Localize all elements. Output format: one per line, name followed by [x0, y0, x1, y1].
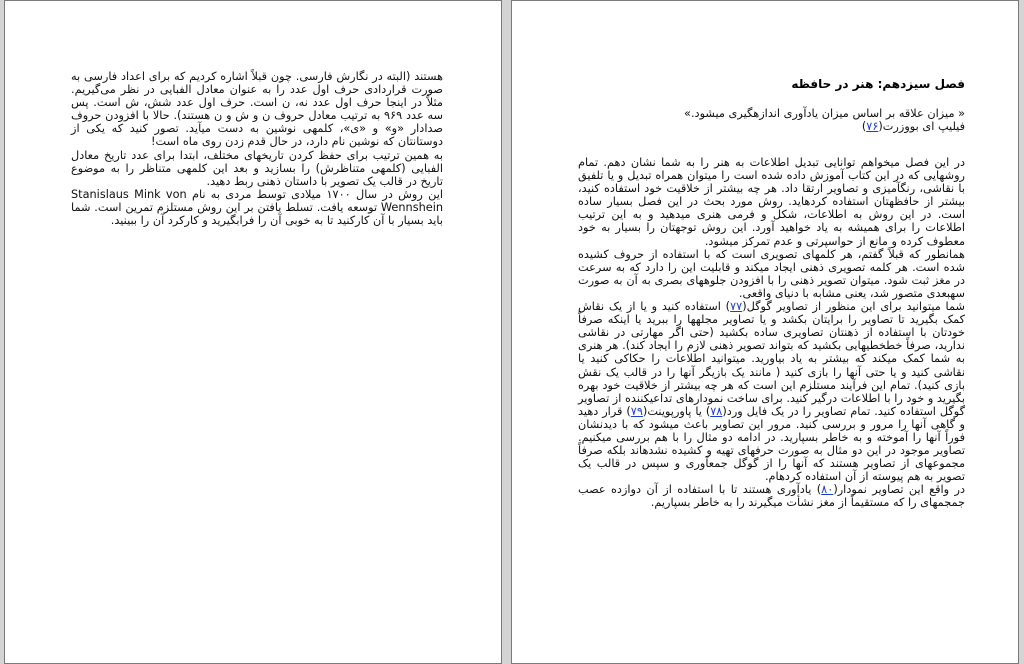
left-page: [4, 0, 502, 664]
left-paragraph-3: این روش در سال ۱۷۰۰ میلادی توسط مردی به نام Stanislaus Mink von Wennshein توسعه یافت. تسلط یافتن بر این روش مستلزم تمرین است. شما باید بسیار با آن کارکنید تا به خوبی آن را فرابگیرید و کارکرد آن را ببینید.: [71, 187, 443, 228]
footnote-ref-78[interactable]: ۷۸: [710, 404, 723, 418]
footnote-ref-76[interactable]: ۷۶: [866, 120, 879, 134]
footnote-ref-80[interactable]: ۸۰: [821, 483, 834, 497]
epigraph-close-paren: ): [861, 120, 867, 134]
right-page: [511, 0, 1019, 664]
right-paragraph-3: [578, 300, 965, 483]
right-page-body: [578, 156, 965, 510]
paragraph-3-part-c: ) یا پاورپوینت(: [642, 404, 711, 418]
chapter-title: فصل سیزدهم: هنر در حافظه: [791, 77, 965, 91]
epigraph-attribution: [578, 120, 965, 133]
left-paragraph-1: هستند (البته در نگارش فارسی. چون قبلاً اشاره کردیم که برای اعداد فارسی به صورت قراردادی حرف اول عدد را به عنوان معادل الفبایی در نظر می‌گیریم. مثلاً در اینجا حرف اول عدد نه، ن است. حرف اول عدد شش، ش است. پس سه عدد ۹۶۹ به ترتیب معادل حروف ن و ش و ن هستند). حالا با افزودن حروف صدادار «و» و «ی»، کلمهی نوشین به دست میآید. تصور کنید که یکی از دوستانتان که نوشین نام دارد، در حال قدم زدن روی ماه است!: [71, 70, 443, 149]
paragraph-3-part-b: ) استفاده کنید و یا از یک نقاش کمک بگیرید تا تصاویر را برایتان بکشد و یا تصاویر مجلهها را ببرید یا اینکه صرفاً خودتان با استفاده از ذهنتان تصاویری ساده بکشید (حتی اگر مهارتی در نقاشی ندارید، صرفاً خطخطیهایی بکشید که بتواند تصویر ذهنی لازم را ایجاد کند). هر هنری به شما کمک میکند که بیشتر به یاد بیاورید. میتوانید اطلاعات را حکاکی کنید یا نقاشی کنید و یا حتی آنها را بازی کنید ( مانند یک بازیگر آنها را در قالب یک نقش بازی کنید). تمام این فرآیند مستلزم این است که هر چه بیشتر از خلاقیت خود بهره بگیرید و خود را با اطلاعات درگیر کنید. برای ساخت نمودارهای تداعیکننده از تصاویر گوگل استفاده کنید. تمام تصاویر را در یک فایل ورد(: [578, 300, 965, 418]
footnote-ref-77[interactable]: ۷۷: [730, 300, 743, 314]
paragraph-4-part-a: در واقع این تصاویر نمودار(: [833, 483, 965, 497]
epigraph-author: فیلیپ ای بووزرت(: [878, 120, 965, 134]
footnote-ref-79[interactable]: ۷۹: [630, 404, 643, 418]
right-paragraph-2: همانطور که قبلاً گفتم، هر کلمهای تصویری است که با استفاده از حروف کشیده شده است. هر کلمه تصویری ذهنی ایجاد میکند و قابلیت این را دارد که به سرعت در مغز ثبت شود. میتوان تصویر ذهنی را با افزودن جلوههای بصری به آن به صورت سهبعدی متصور شد، یعنی مشابه با دنیای واقعی.: [578, 247, 965, 300]
paragraph-4-part-b: ) یادآوری هستند تا با استفاده از آن دوازده عصب جمجمهای را که مستقیماً از مغز نشأت میگیرند را به خاطر بسپاریم.: [578, 483, 965, 510]
right-paragraph-1: در این فصل میخواهم توانایی تبدیل اطلاعات به هنر را به شما نشان دهم. تمام روشهایی که در این کتاب آموزش داده شده است را میتوان همراه تبدیل و یا تلفیق با نقاشی، رنگآمیزی و تصاویر ارتقا داد. هر چه بیشتر از خلاقیت خود استفاده کنید، بیشتر از حافظهتان استفاده کردهاید. روش مورد بحث در این فصل بسیار ساده است. در این روش به اطلاعات، شکل و فرمی هنری میدهید و به این ترتیب اطلاعات را برای همیشه به یاد خواهید آورد. این روش توجهتان را بسیار به خود معطوف کرده و مانع از حواسپرتی و عدم تمرکز میشود.: [578, 156, 965, 248]
chapter-epigraph: [578, 107, 965, 133]
left-paragraph-2: به همین ترتیب برای حفظ کردن تاریخهای مختلف، ابتدا برای عدد تاریخ معادل الفبایی (کلمهی متناظرش) را بسازید و بعد این کلمهی متناظر را به موضوع تاریخ در قالب یک تصویر با داستان ذهنی ربط دهید.: [71, 148, 443, 188]
left-page-body: [71, 70, 443, 227]
right-paragraph-4: [578, 483, 965, 509]
paragraph-3-part-a: شما میتوانید برای این منظور از تصاویر گوگل(: [742, 300, 965, 314]
paragraph-3-part-d: ) قرار دهید و گاهی آنها را مرور و بررسی کنید. مرور این تصاویر باعث میشود که با دیدنشان فوراً آنها را آموخته و به خاطر بسپارید. در ادامه دو مثال را با هم بررسی میکنیم. تصاویر موجود در این دو مثال به صورت حرفهای تهیه و کشیده نشدهاند بلکه صرفاً مجموعهای از تصاویر هستند که آنها را از گوگل جمعآوری و سپس در قالب یک تصویر به هم پیوسته از آن استفاده کردهام.: [578, 404, 965, 484]
epigraph-quote: « میزان علاقه بر اساس میزان یادآوری اندازهگیری میشود.»: [684, 107, 965, 120]
